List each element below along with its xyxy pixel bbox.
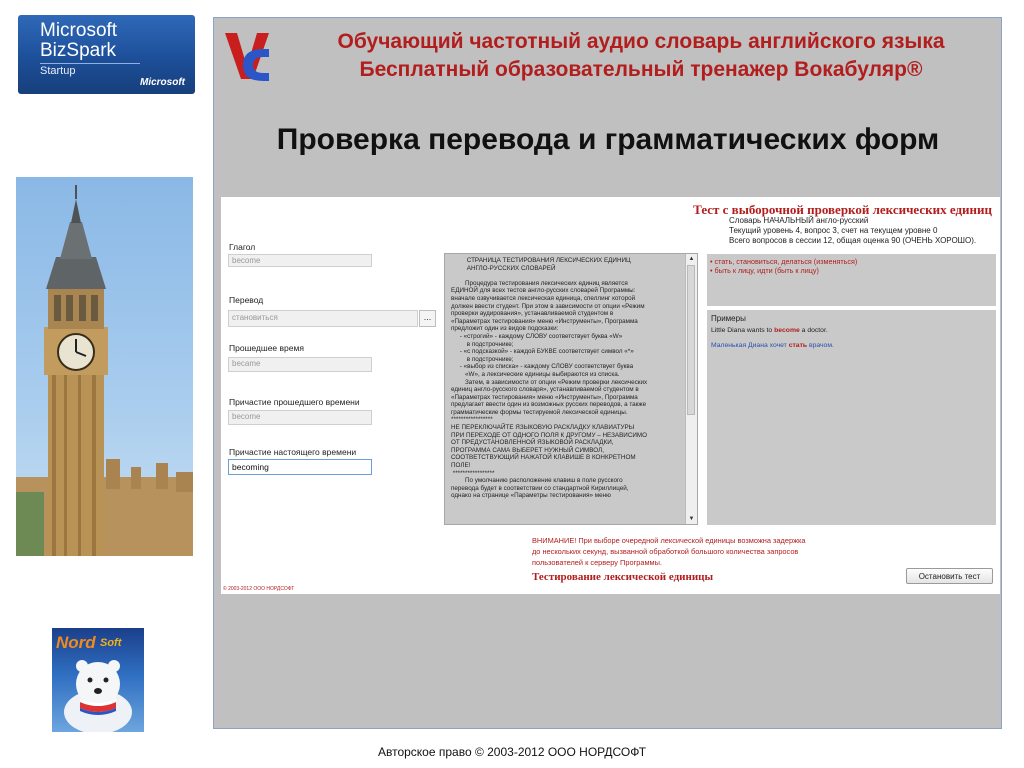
scroll-down-arrow-icon[interactable]: ▼: [688, 516, 695, 522]
warning-line: пользователей к серверу Программы.: [532, 558, 662, 567]
translation-choose-button[interactable]: ...: [419, 310, 436, 327]
bizspark-name: BizSpark: [40, 40, 117, 61]
past-participle-label: Причастие прошедшего времени: [229, 397, 360, 407]
warning-line: ВНИМАНИЕ! При выборе очередной лексической единицы возможна задержка: [532, 536, 806, 545]
app-copyright: © 2003-2012 ООО НОРДСОФТ: [223, 586, 295, 592]
bizspark-microsoft-text: Microsoft: [40, 20, 118, 41]
verb-field[interactable]: become: [228, 254, 372, 267]
translation-item: • быть к лицу, идти (быть к лицу): [710, 266, 819, 275]
stop-test-button[interactable]: Остановить тест: [906, 568, 993, 584]
delay-warning: [532, 535, 872, 568]
past-participle-field[interactable]: become: [228, 410, 372, 425]
present-participle-field[interactable]: becoming: [228, 459, 372, 475]
info-dictionary: Словарь НАЧАЛЬНЫЙ англо-русский: [729, 216, 869, 225]
header-title-line1: Обучающий частотный аудио словарь английского языка: [337, 30, 945, 53]
info-level: Текущий уровень 4, вопрос 3, счет на текущем уровне 0: [729, 226, 938, 235]
examples-heading: Примеры: [711, 314, 746, 323]
nordsoft-word-nord: Nord: [56, 633, 96, 652]
translation-label: Перевод: [229, 295, 264, 305]
examples-box: [707, 310, 996, 525]
app-title: Тест с выборочной проверкой лексических единиц: [693, 202, 992, 217]
scroll-up-arrow-icon[interactable]: ▲: [688, 256, 695, 262]
bizspark-logo: [18, 15, 195, 94]
example-english: [711, 327, 828, 334]
instructions-textbox[interactable]: [444, 253, 698, 525]
scroll-thumb[interactable]: [687, 265, 695, 415]
example-russian-text: Маленькая Диана хочет: [711, 342, 789, 349]
translations-box: [707, 254, 996, 306]
past-tense-field[interactable]: became: [228, 357, 372, 372]
warning-line: до нескольких секунд, вызванной обработкой большого количества запросов: [532, 547, 799, 556]
translation-field[interactable]: становиться: [228, 310, 418, 327]
example-russian: [711, 342, 834, 349]
big-ben-image: [16, 177, 193, 556]
instructions-text: СТРАНИЦА ТЕСТИРОВАНИЯ ЛЕКСИЧЕСКИХ ЕДИНИЦ АНГЛО-РУССКИХ СЛОВАРЕЙ Процедура тестирования лексических единиц является ЕДИНОЙ для всех тестов англо-русских словарей Программы: вначале озвучивается лексическая единица, спеллинг которой должен ввести студент. При этом в зависимости от опции «Режим проверки аудирования», устанавливаемой студентом в «Параметрах тестирования» меню «Инструменты», Программа предложит один из видов подсказки: - «строгий» - каждому СЛОВУ соответствует буква «W» в подстрочнике; - «с подсказкой» - каждой БУКВЕ соответствует символ «*» в подстрочнике; - «выбор из списка» - каждому СЛОВУ соответствует буква «W», а лексические единицы выбираются из списка. Затем, в зависимости от опции «Режим проверки лексических единиц англо-русского словаря», устанавливаемой студентом в «Параметрах тестирования» меню «Инструменты», Программа предлагает ввести один из возможных русских переводов, а также грамматические формы тестируемой лексической единицы. ***************** НЕ ПЕРЕКЛЮЧАЙТЕ ЯЗЫКОВУЮ РАСКЛАДКУ КЛАВИАТУРЫ ПРИ ПЕРЕХОДЕ ОТ ОДНОГО ПОЛЯ К ДРУГОМУ – НЕЗАВИСИМО ОТ ПРЕДУСТАНОВЛЕННОЙ ЯЗЫКОВОЙ РАСКЛАДКИ, ПРОГРАММА САМА ВЫБЕРЕТ НУЖНЫЙ СИМВОЛ, СООТВЕТСТВУЮЩИЙ НАЖАТОЙ КЛАВИШЕ В КОНКРЕТНОМ ПОЛЕ! ***************** По умолчанию расположение клавиш в поле русского перевода будет в соответствии со стандартной Кириллицей, однако на странице «Параметры тестирования» меню: [451, 257, 648, 500]
example-russian-text-end: врачом.: [807, 342, 834, 349]
verb-label: Глагол: [229, 242, 256, 252]
translation-item: • стать, становиться, делаться (изменяться): [710, 257, 858, 266]
nordsoft-logo: [52, 628, 144, 732]
session-info: [729, 216, 976, 246]
bizspark-startup: Startup: [40, 63, 140, 78]
example-english-keyword: become: [774, 327, 800, 334]
testing-status-label: Тестирование лексической единицы: [532, 571, 714, 583]
vocabulary-logo-icon: [223, 27, 275, 83]
app-window: [221, 197, 1000, 594]
footer-copyright: Авторское право © 2003-2012 ООО НОРДСОФТ: [377, 745, 647, 759]
info-total: Всего вопросов в сессии 12, общая оценка 90 (ОЧЕНЬ ХОРОШО).: [729, 236, 977, 245]
example-english-text: Little Diana wants to: [711, 327, 775, 334]
present-participle-label: Причастие настоящего времени: [229, 447, 357, 457]
header-title-line2: Бесплатный образовательный тренажер Вокабуляр®: [359, 58, 923, 81]
instructions-scrollbar[interactable]: [685, 254, 697, 524]
page-title: Проверка перевода и грамматических форм: [276, 123, 940, 156]
bizspark-microsoft-brand: Microsoft: [140, 77, 185, 88]
example-russian-keyword: стать: [788, 342, 808, 349]
past-tense-label: Прошедшее время: [229, 343, 304, 353]
nordsoft-word-soft: Soft: [100, 637, 122, 649]
example-english-text-end: a doctor.: [799, 327, 828, 334]
